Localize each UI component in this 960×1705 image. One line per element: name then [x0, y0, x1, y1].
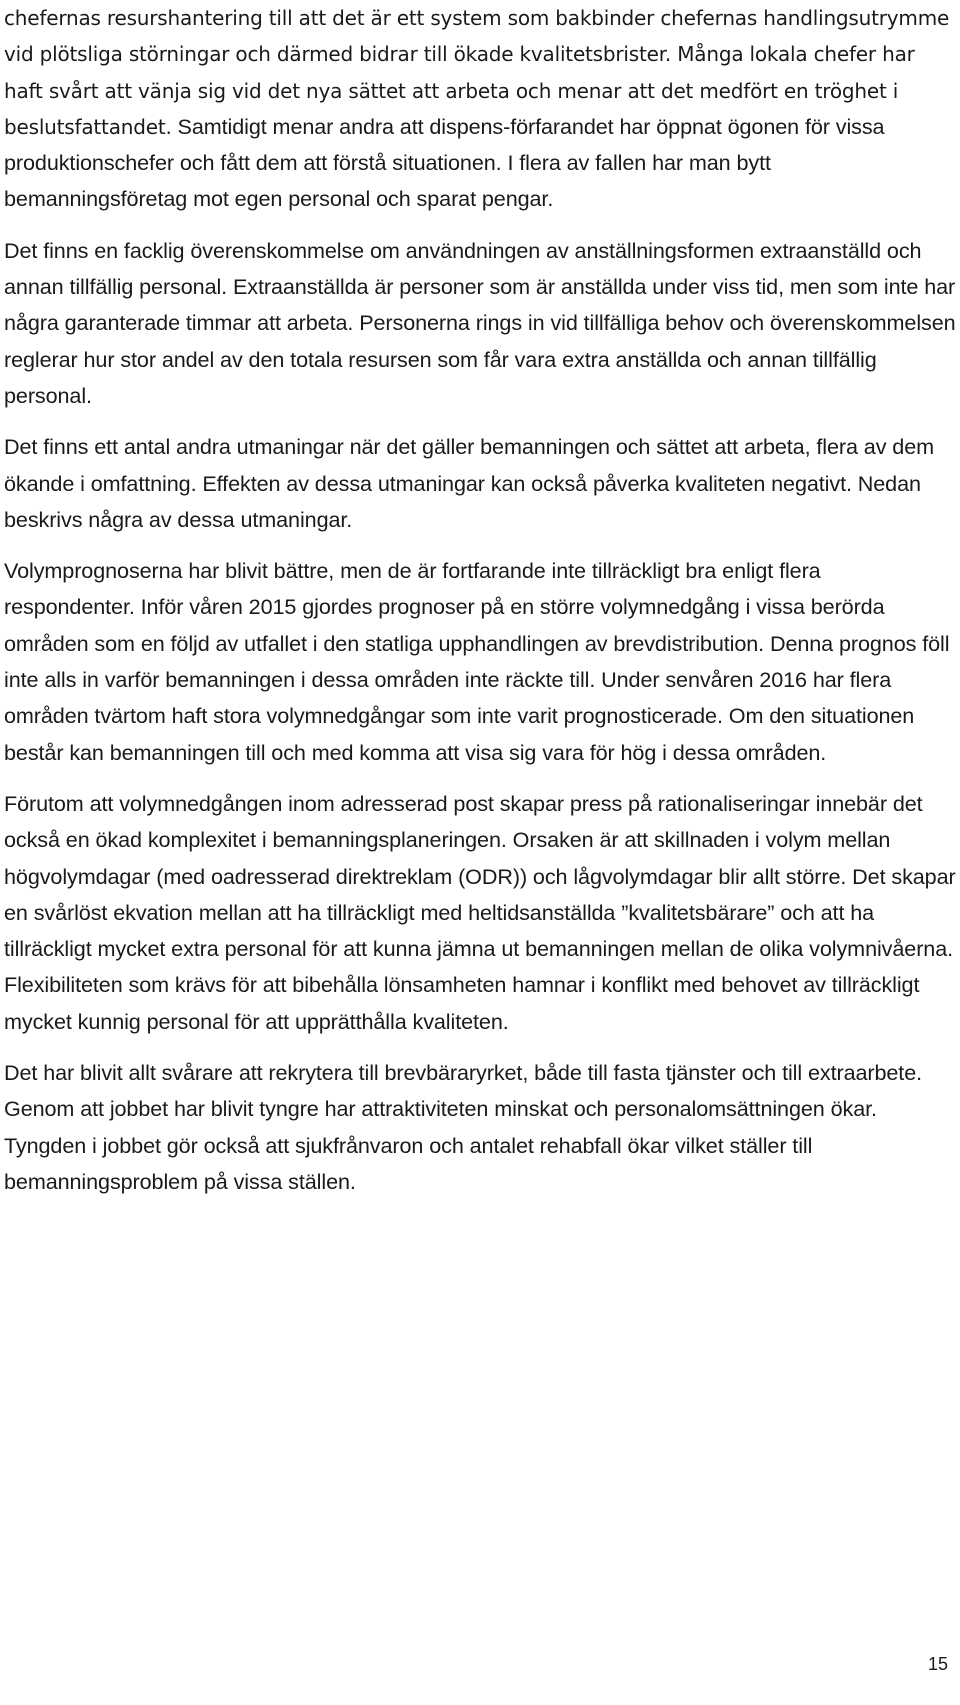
- paragraph-staffing-exemptions: [4, 0, 956, 218]
- paragraph-recruitment: Det har blivit allt svårare att rekrytera till brevbäraryrket, både till fasta tjänster och till extraarbete. Genom att jobbet har blivit tyngre har attraktiviteten minskat och personalomsättningen ökar. Tyngden i jobbet gör också att sjukfrånvaron och antalet rehabfall ökar vilket ställer till bemanningsproblem på vissa ställen.: [4, 1060, 923, 1194]
- paragraph-challenges-intro: Det finns ett antal andra utmaningar när det gäller bemanningen och sättet att arbeta, flera av dem ökande i omfattning. Effekten av dessa utmaningar kan också påverka kvaliteten negativt. Nedan beskrivs några av dessa utmaningar.: [4, 434, 934, 532]
- document-page: [4, 0, 956, 1200]
- paragraph-temporary-staff: Det finns en facklig överenskommelse om användningen av anställningsformen extraanställd och annan tillfällig personal. Extraanställda är personer som är anställda under viss tid, men som inte har några garanterade timmar att arbeta. Personerna rings in vid tillfälliga behov och överenskommelsen reglerar hur stor andel av den totala resursen som får vara extra anställda och annan tillfällig personal.: [4, 237, 956, 408]
- paragraph-intro-text: chefernas resurshantering till att det är ett system som bakbinder chefernas handlingsutrymme vid plötsliga störningar och därmed bidrar till ökade kvalitetsbrister. Många lokala chefer har haft svårt att vänja sig vid det nya sättet att arbeta och menar att det medfört en tröghet i beslutsfattandet.: [4, 6, 950, 139]
- page-number: 15: [927, 1654, 948, 1674]
- paragraph-volume-forecasts: Volymprognoserna har blivit bättre, men de är fortfarande inte tillräckligt bra enligt flera respondenter. Inför våren 2015 gjordes prognoser på en större volymnedgång i vissa berörda områden som en följd av utfallet i den statliga upphandlingen av brevdistribution. Denna prognos föll inte alls in varför bemanningen i dessa områden inte räckte till. Under senvåren 2016 har flera områden tvärtom haft stora volymnedgångar som inte varit prognosticerade. Om den situationen består kan bemanningen till och med komma att visa sig vara för hög i dessa områden.: [4, 558, 950, 765]
- paragraph-continuation-text: Samtidigt menar andra att dispens-förfarandet har öppnat ögonen för vissa produktionschefer och fått dem att förstå situationen. I flera av fallen har man bytt bemanningsföretag mot egen personal och sparat pengar.: [4, 113, 885, 212]
- paragraph-volume-decline: Förutom att volymnedgången inom adresserad post skapar press på rationaliseringar innebär det också en ökad komplexitet i bemanningsplaneringen. Orsaken är att skillnaden i volym mellan högvolymdagar (med oadresserad direktreklam (ODR)) och lågvolymdagar blir allt större. Det skapar en svårlöst ekvation mellan att ha tillräckligt med heltidsanställda ”kvalitetsbärare” och att ha tillräckligt mycket extra personal för att kunna jämna ut bemanningen mellan de olika volymnivåerna. Flexibiliteten som krävs för att bibehålla lönsamheten hamnar i konflikt med behovet av tillräckligt mycket kunnig personal för att upprätthålla kvaliteten.: [4, 790, 956, 1034]
